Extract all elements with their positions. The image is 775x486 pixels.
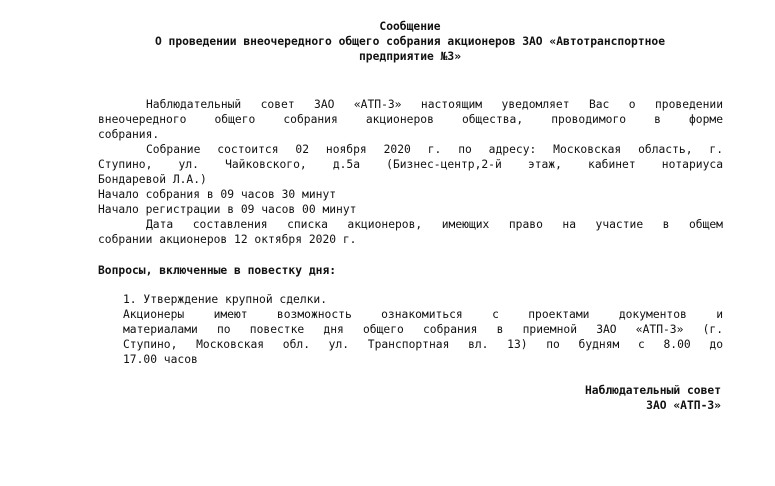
para1-line-2: внеочередного общего собрания акционеров общества, проводимого в форме: [98, 113, 723, 126]
agenda-heading: Вопросы, включенные в повестку дня:: [98, 264, 337, 277]
signature-line-1: Наблюдательный совет: [584, 384, 721, 397]
agenda-detail-line-2: материалами по повестке дня общего собрания в приемной ЗАО «АТП-3» (г.: [123, 323, 723, 336]
para3-line-1: Дата составления списка акционеров, имеющих право на участие в общем: [146, 218, 723, 231]
para2-line-1: Собрание состоится 02 ноября 2020 г. по адресу: Московская область, г.: [146, 143, 723, 156]
para1-line-3: собрания.: [98, 128, 160, 141]
start-time: Начало собрания в 09 часов 30 минут: [98, 188, 337, 201]
title-line-2: О проведении внеочередного общего собрания акционеров ЗАО «Автотранспортное: [154, 35, 666, 48]
para1-line-1: Наблюдательный совет ЗАО «АТП-3» настоящим уведомляет Вас о проведении: [146, 98, 723, 111]
title-line-1: Сообщение: [379, 20, 441, 33]
para3-line-2: собрании акционеров 12 октября 2020 г.: [98, 233, 357, 246]
agenda-detail-line-4: 17.00 часов: [123, 353, 198, 366]
agenda-detail-line-3: Ступино, Московская обл. ул. Транспортная вл. 13) по будням с 8.00 до: [123, 338, 723, 351]
agenda-list: [123, 292, 723, 367]
signature-line-2: ЗАО «АТП-3»: [646, 399, 721, 412]
signature-block: [585, 383, 721, 413]
agenda-detail-line-1: Акционеры имеют возможность ознакомиться с проектами документов и: [123, 308, 723, 321]
para2-line-3: Бондаревой Л.А.): [98, 173, 207, 186]
document-title: [100, 19, 720, 64]
agenda-item-1: 1. Утверждение крупной сделки.: [123, 293, 328, 306]
notice-body: [98, 97, 723, 278]
para2-line-2: Ступино, ул. Чайковского, д.5а (Бизнес-центр,2-й этаж, кабинет нотариуса: [98, 158, 723, 171]
registration-time: Начало регистрации в 09 часов 00 минут: [98, 203, 357, 216]
title-line-3: предприятие №3»: [358, 50, 462, 63]
